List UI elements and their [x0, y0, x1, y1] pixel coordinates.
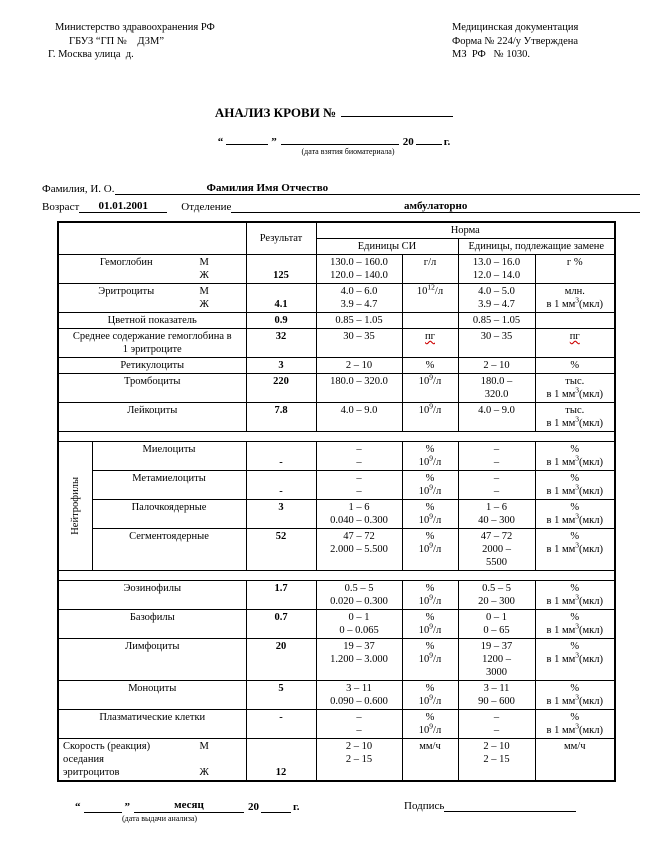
sample-date-line [0, 132, 668, 148]
doc-info-line: Форма № 224/у Утверждена [452, 35, 579, 47]
param-name-cell: Лейкоциты [59, 403, 246, 432]
table-row [59, 581, 614, 610]
si-unit-cell: % $10^9/л$ [402, 442, 458, 471]
replace-range-cell: 4.0 – 9.0 [458, 403, 535, 432]
replace-unit-cell: % в 1 $мм^3(мкл)$ [535, 581, 614, 610]
open-quote: “ [75, 801, 81, 813]
patient-name-value: Фамилия Имя Отчество [115, 182, 641, 195]
si-unit-cell: мм/ч [402, 739, 458, 781]
replace-unit-cell: пг [535, 329, 614, 358]
param-name-cell: Базофилы [59, 610, 246, 639]
si-unit-cell: г/л [402, 255, 458, 284]
table-row [59, 313, 614, 329]
si-unit-cell: % $10^9/л$ [402, 471, 458, 500]
replace-range-cell: 47 – 72 2000 – 5500 [458, 529, 535, 571]
lab-table-body [59, 223, 614, 780]
si-range-cell: 0.5 – 5 0.020 – 0.300 [316, 581, 402, 610]
open-quote: “ [217, 136, 224, 148]
patient-age-line [42, 195, 640, 213]
neutrophils-block [59, 441, 614, 571]
issue-date-caption: (дата выдачи анализа) [122, 814, 198, 823]
si-unit-cell: % [402, 358, 458, 374]
sex-label: Ж [199, 270, 209, 281]
si-range-cell: 2 – 10 [316, 358, 402, 374]
signature-label: Подпись [404, 800, 445, 812]
si-range-cell: 1 – 6 0.040 – 0.300 [316, 500, 402, 529]
doc-info-line: МЗ РФ № 1030. [452, 49, 530, 60]
replace-range-cell: – – [458, 710, 535, 739]
result-cell: 1.7 [246, 581, 316, 610]
result-header-cell: Результат [246, 223, 316, 255]
replace-unit-cell: мм/ч [535, 739, 614, 781]
doc-info-block [452, 21, 644, 62]
sex-label: М [199, 741, 209, 752]
table-row [59, 442, 614, 471]
patient-age-value: 01.01.2001 [79, 200, 167, 213]
replace-range-cell: – – [458, 442, 535, 471]
replace-unit-cell: млн. в 1 $мм^3(мкл)$ [535, 284, 614, 313]
result-cell: 7.8 [246, 403, 316, 432]
table-row [59, 374, 614, 403]
year-prefix: 20 [248, 801, 259, 813]
sex-label: Ж [199, 767, 209, 778]
lab-block [59, 580, 614, 780]
result-cell: - [246, 710, 316, 739]
norm-header-cell: Норма [316, 223, 614, 239]
param-name-cell: Метамиелоциты [92, 471, 246, 500]
signature-line [404, 799, 576, 812]
result-cell: 4.1 [246, 284, 316, 313]
si-range-cell: 130.0 – 160.0 120.0 – 140.0 [316, 255, 402, 284]
replace-unit-cell: г % [535, 255, 614, 284]
form-title [0, 104, 668, 121]
table-row [59, 284, 614, 313]
table-row [59, 500, 614, 529]
replace-units-header-cell: Единицы, подлежащие замене [458, 239, 614, 255]
replace-unit-cell: % в 1 $мм^3(мкл)$ [535, 610, 614, 639]
replace-unit-cell [535, 313, 614, 329]
signature-blank [444, 799, 576, 812]
si-unit-cell [402, 313, 458, 329]
table-row [59, 739, 614, 781]
param-name-cell: Тромбоциты [59, 374, 246, 403]
table-row [59, 403, 614, 432]
param-name-cell: Цветной показатель [59, 313, 246, 329]
replace-unit-cell: % в 1 $мм^3(мкл)$ [535, 471, 614, 500]
si-unit-cell: % $10^9/л$ [402, 710, 458, 739]
si-unit-cell: % $10^9/л$ [402, 581, 458, 610]
replace-range-cell: 2 – 10 2 – 15 [458, 739, 535, 781]
result-cell: 32 [246, 329, 316, 358]
form-title-text: АНАЛИЗ КРОВИ № [214, 105, 337, 120]
si-unit-cell: % $10^9/л$ [402, 500, 458, 529]
replace-unit-cell: % в 1 $мм^3(мкл)$ [535, 500, 614, 529]
table-row [59, 681, 614, 710]
replace-range-cell: 0 – 1 0 – 65 [458, 610, 535, 639]
param-name-cell: Ретикулоциты [59, 358, 246, 374]
month-blank [281, 132, 399, 145]
si-unit-cell: $10^{12}/л$ [402, 284, 458, 313]
table-block-spacer [59, 571, 614, 580]
param-name-cell: Скорость (реакция) оседания М эритроцитов Ж [59, 739, 246, 781]
issue-date-line [75, 799, 300, 813]
year-blank [416, 132, 442, 145]
title-number-blank [341, 104, 453, 117]
si-range-cell: 4.0 – 9.0 [316, 403, 402, 432]
table-header-row [59, 223, 614, 239]
result-cell: 0.9 [246, 313, 316, 329]
param-name-cell: Лимфоциты [59, 639, 246, 681]
replace-range-cell: 4.0 – 5.0 3.9 – 4.7 [458, 284, 535, 313]
si-range-cell: 30 – 35 [316, 329, 402, 358]
issuer-line: ГБУЗ “ГП № ДЗМ” [69, 35, 165, 47]
department-value: амбулаторно [231, 200, 640, 213]
result-cell: 220 [246, 374, 316, 403]
year-suffix: г. [443, 136, 451, 148]
month-blank: месяц [134, 799, 244, 813]
si-unit-cell: % $10^9/л$ [402, 639, 458, 681]
si-range-cell: 2 – 10 2 – 15 [316, 739, 402, 781]
sex-label: М [199, 286, 209, 297]
si-range-cell: – – [316, 442, 402, 471]
si-unit-cell: пг [402, 329, 458, 358]
result-cell: 3 [246, 500, 316, 529]
si-units-header-cell: Единицы СИ [316, 239, 458, 255]
table-row [59, 710, 614, 739]
replace-range-cell: 30 – 35 [458, 329, 535, 358]
si-unit-cell: $10^9/л$ [402, 403, 458, 432]
year-prefix: 20 [402, 136, 414, 148]
param-name-cell: Сегментоядерные [92, 529, 246, 571]
table-row [59, 471, 614, 500]
patient-name-line [42, 177, 640, 195]
replace-unit-cell: тыс. в 1 $мм^3(мкл)$ [535, 403, 614, 432]
param-name-cell: Миелоциты [92, 442, 246, 471]
lab-table [57, 221, 616, 782]
replace-unit-cell: % [535, 358, 614, 374]
replace-range-cell: 0.85 – 1.05 [458, 313, 535, 329]
group-label-text: Нейтрофилы [69, 477, 81, 535]
result-cell: 0.7 [246, 610, 316, 639]
result-cell: 3 [246, 358, 316, 374]
si-range-cell: 47 – 72 2.000 – 5.500 [316, 529, 402, 571]
param-header-cell [59, 223, 246, 255]
patient-block [42, 177, 640, 213]
param-name-cell: Моноциты [59, 681, 246, 710]
sample-date-caption: (дата взятия биоматериала) [301, 147, 395, 156]
doc-info-line: Медицинская документация [452, 22, 579, 33]
si-range-cell: 0 – 1 0 – 0.065 [316, 610, 402, 639]
sex-label: М [199, 257, 209, 268]
replace-unit-cell: % в 1 $мм^3(мкл)$ [535, 710, 614, 739]
table-row [59, 610, 614, 639]
replace-unit-cell: % в 1 $мм^3(мкл)$ [535, 529, 614, 571]
si-range-cell: 19 – 37 1.200 – 3.000 [316, 639, 402, 681]
replace-range-cell: 13.0 – 16.0 12.0 – 14.0 [458, 255, 535, 284]
day-blank [84, 800, 122, 813]
replace-range-cell: 0.5 – 5 20 – 300 [458, 581, 535, 610]
day-blank [226, 132, 268, 145]
result-cell: 52 [246, 529, 316, 571]
si-range-cell: 180.0 – 320.0 [316, 374, 402, 403]
result-cell: - [246, 471, 316, 500]
group-label-cell [59, 442, 92, 571]
replace-range-cell: 3 – 11 90 – 600 [458, 681, 535, 710]
replace-range-cell: 180.0 – 320.0 [458, 374, 535, 403]
replace-unit-cell: % в 1 $мм^3(мкл)$ [535, 681, 614, 710]
year-blank [261, 800, 291, 813]
table-row [59, 639, 614, 681]
table-block-spacer [59, 432, 614, 441]
replace-unit-cell: % в 1 $мм^3(мкл)$ [535, 639, 614, 681]
si-unit-cell: % $10^9/л$ [402, 529, 458, 571]
param-name-cell: Плазматические клетки [59, 710, 246, 739]
result-cell: 5 [246, 681, 316, 710]
param-name-cell: Гемоглобин М Ж [59, 255, 246, 284]
issuer-line: Г. Москва улица д. [48, 49, 134, 60]
param-name-cell: Палочкоядерные [92, 500, 246, 529]
close-quote: ” [271, 136, 277, 148]
replace-range-cell: 19 – 37 1200 – 3000 [458, 639, 535, 681]
patient-name-label: Фамилия, И. О. [42, 183, 115, 195]
replace-unit-cell: % в 1 $мм^3(мкл)$ [535, 442, 614, 471]
sex-label: Ж [199, 299, 209, 310]
year-suffix: г. [293, 801, 300, 813]
table-row [59, 255, 614, 284]
table-row [59, 329, 614, 358]
si-unit-cell: % $10^9/л$ [402, 681, 458, 710]
si-unit-cell: % $10^9/л$ [402, 610, 458, 639]
param-name-cell: Среднее содержание гемоглобина в 1 эритроците [59, 329, 246, 358]
si-range-cell: – – [316, 471, 402, 500]
si-unit-cell: $10^9/л$ [402, 374, 458, 403]
table-row [59, 529, 614, 571]
replace-range-cell: – – [458, 471, 535, 500]
param-name-cell: Эозинофилы [59, 581, 246, 610]
si-range-cell: – – [316, 710, 402, 739]
si-range-cell: 3 – 11 0.090 – 0.600 [316, 681, 402, 710]
issuer-block [48, 21, 215, 62]
result-cell: 12 [246, 739, 316, 781]
letterhead [48, 21, 644, 62]
replace-unit-cell: тыс. в 1 $мм^3(мкл)$ [535, 374, 614, 403]
replace-range-cell: 1 – 6 40 – 300 [458, 500, 535, 529]
si-range-cell: 0.85 – 1.05 [316, 313, 402, 329]
issuer-line: Министерство здравоохранения РФ [55, 22, 215, 33]
table-row [59, 358, 614, 374]
param-name-cell: Эритроциты М Ж [59, 284, 246, 313]
result-cell: - [246, 442, 316, 471]
lab-block [59, 223, 614, 432]
result-cell: 20 [246, 639, 316, 681]
result-cell: 125 [246, 255, 316, 284]
department-label: Отделение [181, 201, 232, 213]
patient-age-label: Возраст [42, 201, 80, 213]
si-range-cell: 4.0 – 6.0 3.9 – 4.7 [316, 284, 402, 313]
close-quote: ” [124, 801, 130, 813]
replace-range-cell: 2 – 10 [458, 358, 535, 374]
